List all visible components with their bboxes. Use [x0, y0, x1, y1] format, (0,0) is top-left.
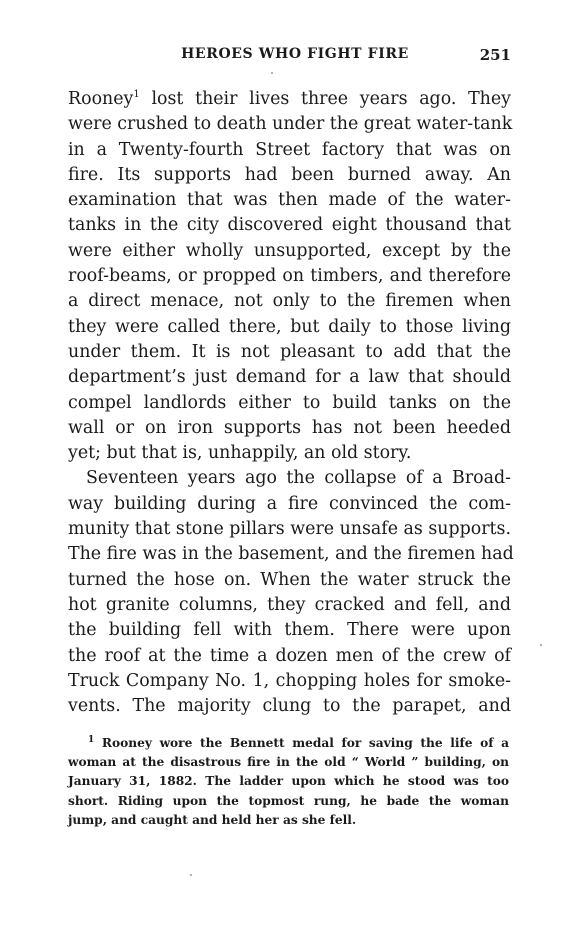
footnote-line: January 31, 1882. The ladder upon which he stood was too [68, 774, 509, 789]
text-line: fire. Its supports had been burned away. An [68, 164, 511, 185]
paragraph-end-line: yet; but that is, unhappily, an old story. [68, 443, 412, 464]
text-line: The fire was in the basement, and the firemen had [68, 544, 514, 565]
page-number: 251 [479, 46, 511, 64]
scan-speck [190, 874, 192, 876]
text-line: were crushed to death under the great water-tank [68, 114, 513, 135]
text-line: vents. The majority clung to the parapet, and [68, 696, 511, 717]
scan-speck [271, 72, 273, 74]
scan-speck [540, 644, 542, 646]
text-line: the roof at the time a dozen men of the crew of [68, 645, 511, 666]
text-line: munity that stone pillars were unsafe as supports. [68, 519, 511, 540]
text-line: department’s just demand for a law that should [68, 367, 511, 388]
first-word: Rooney [68, 89, 134, 109]
footnote-reference: 1 [133, 89, 140, 100]
body-text [68, 87, 514, 719]
text-line: wall or on iron supports has not been heeded [68, 417, 511, 438]
text-line: the building fell with them. There were upon [68, 620, 511, 641]
text-line: were either wholly unsupported, except by the [68, 240, 511, 261]
text-line: examination that was then made of the water- [68, 190, 511, 211]
text-line: in a Twenty-fourth Street factory that was on [68, 139, 511, 160]
text-line-1-rest: lost their lives three years ago. They [151, 89, 511, 109]
text-line: tanks in the city discovered eight thousand that [68, 215, 511, 236]
text-line-1 [68, 87, 511, 112]
text-line: turned the hose on. When the water struck the [68, 569, 511, 590]
text-line: way building during a fire convinced the com- [68, 493, 511, 514]
footnote-line-1-text: Rooney wore the Bennett medal for saving the life of a [101, 736, 509, 750]
footnote [68, 734, 509, 830]
text-line: they were called there, but daily to those living [68, 316, 511, 337]
text-line: under them. It is not pleasant to add that the [68, 341, 511, 362]
footnote-line-1 [68, 734, 509, 753]
footnote-line: jump, and caught and held her as she fell. [68, 812, 357, 827]
paragraph-start-line: Seventeen years ago the collapse of a Broad- [86, 468, 511, 489]
text-line: roof-beams, or propped on timbers, and therefore [68, 266, 511, 287]
text-line: a direct menace, not only to the firemen when [68, 291, 511, 312]
running-title: HEROES WHO FIGHT FIRE [181, 46, 409, 62]
text-line: compel landlords either to build tanks on the [68, 392, 511, 413]
running-head [0, 46, 575, 66]
text-line: Truck Company No. 1, chopping holes for smoke- [68, 670, 511, 691]
footnote-marker: 1 [88, 735, 95, 745]
text-line: hot granite columns, they cracked and fell, and [68, 594, 511, 615]
footnote-line: woman at the disastrous fire in the old “ World ” building, on [68, 755, 509, 770]
footnote-line: short. Riding upon the topmost rung, he bade the woman [68, 793, 509, 808]
